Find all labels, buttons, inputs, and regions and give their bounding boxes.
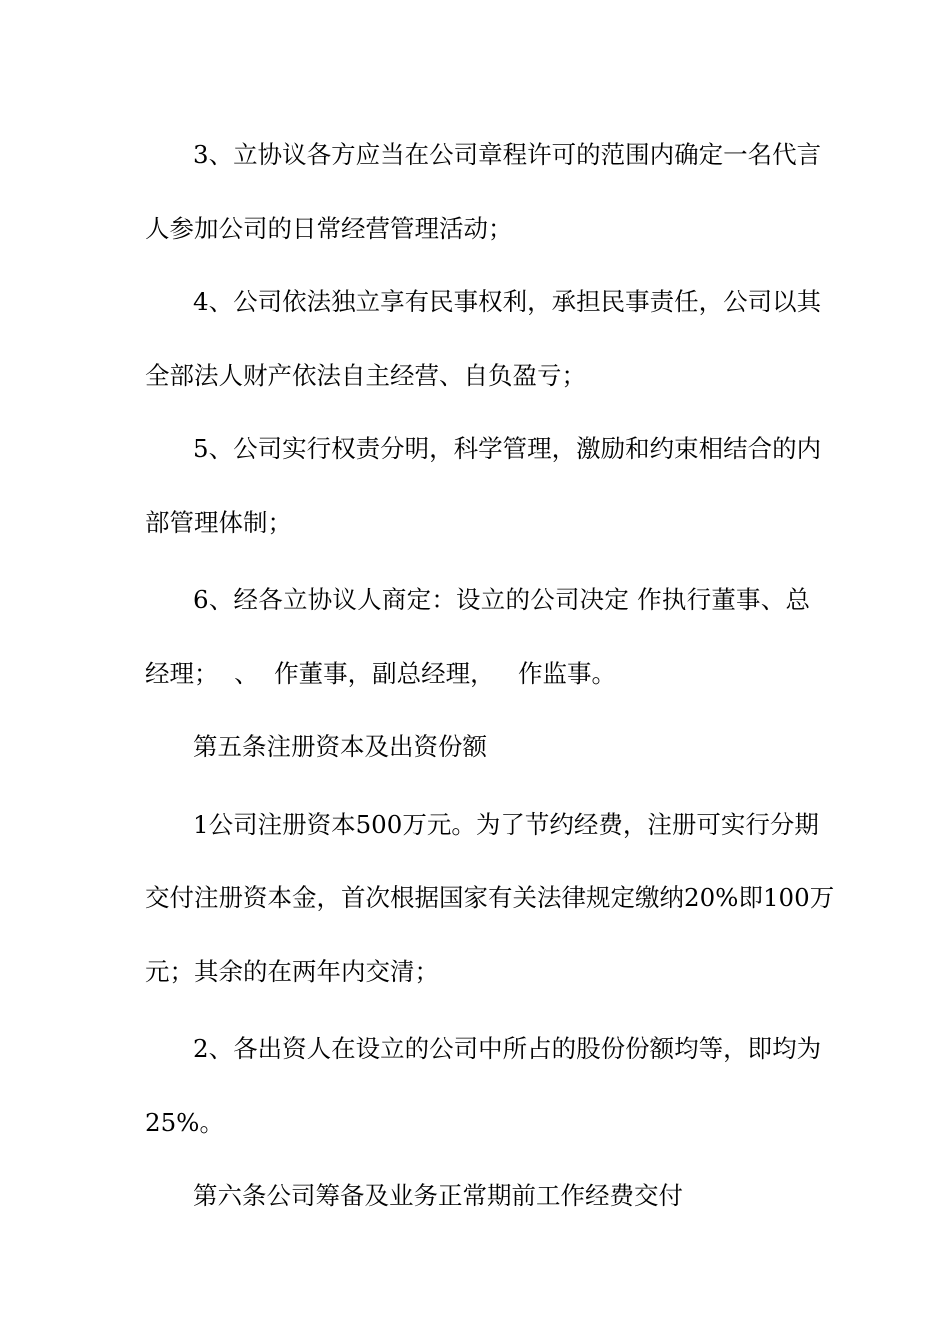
paragraph-line: 4、公司依法独立享有民事权利，承担民事责任，公司以其: [193, 287, 822, 316]
paragraph-line: 25%。: [145, 1108, 224, 1137]
paragraph-line: 6、经各立协议人商定：设立的公司决定 作执行董事、总: [193, 585, 810, 614]
paragraph-line: 3、立协议各方应当在公司章程许可的范围内确定一名代言: [193, 140, 822, 169]
paragraph-line: 全部法人财产依法自主经营、自负盈亏；: [145, 361, 586, 390]
paragraph-line: 交付注册资本金，首次根据国家有关法律规定缴纳20%即100万: [145, 883, 835, 912]
section-heading: 第五条注册资本及出资份额: [193, 732, 487, 761]
paragraph-line: 部管理体制；: [145, 508, 292, 537]
paragraph-line: 5、公司实行权责分明，科学管理，激励和约束相结合的内: [193, 434, 822, 463]
paragraph-line: 元；其余的在两年内交清；: [145, 957, 439, 986]
paragraph-line: 经理； 、 作董事，副总经理， 作监事。: [145, 659, 617, 688]
paragraph-line: 1公司注册资本500万元。为了节约经费，注册可实行分期: [193, 810, 819, 839]
paragraph-line: 2、各出资人在设立的公司中所占的股份份额均等，即均为: [193, 1034, 822, 1063]
paragraph-line: 人参加公司的日常经营管理活动；: [145, 214, 513, 243]
section-heading: 第六条公司筹备及业务正常期前工作经费交付: [193, 1181, 683, 1210]
